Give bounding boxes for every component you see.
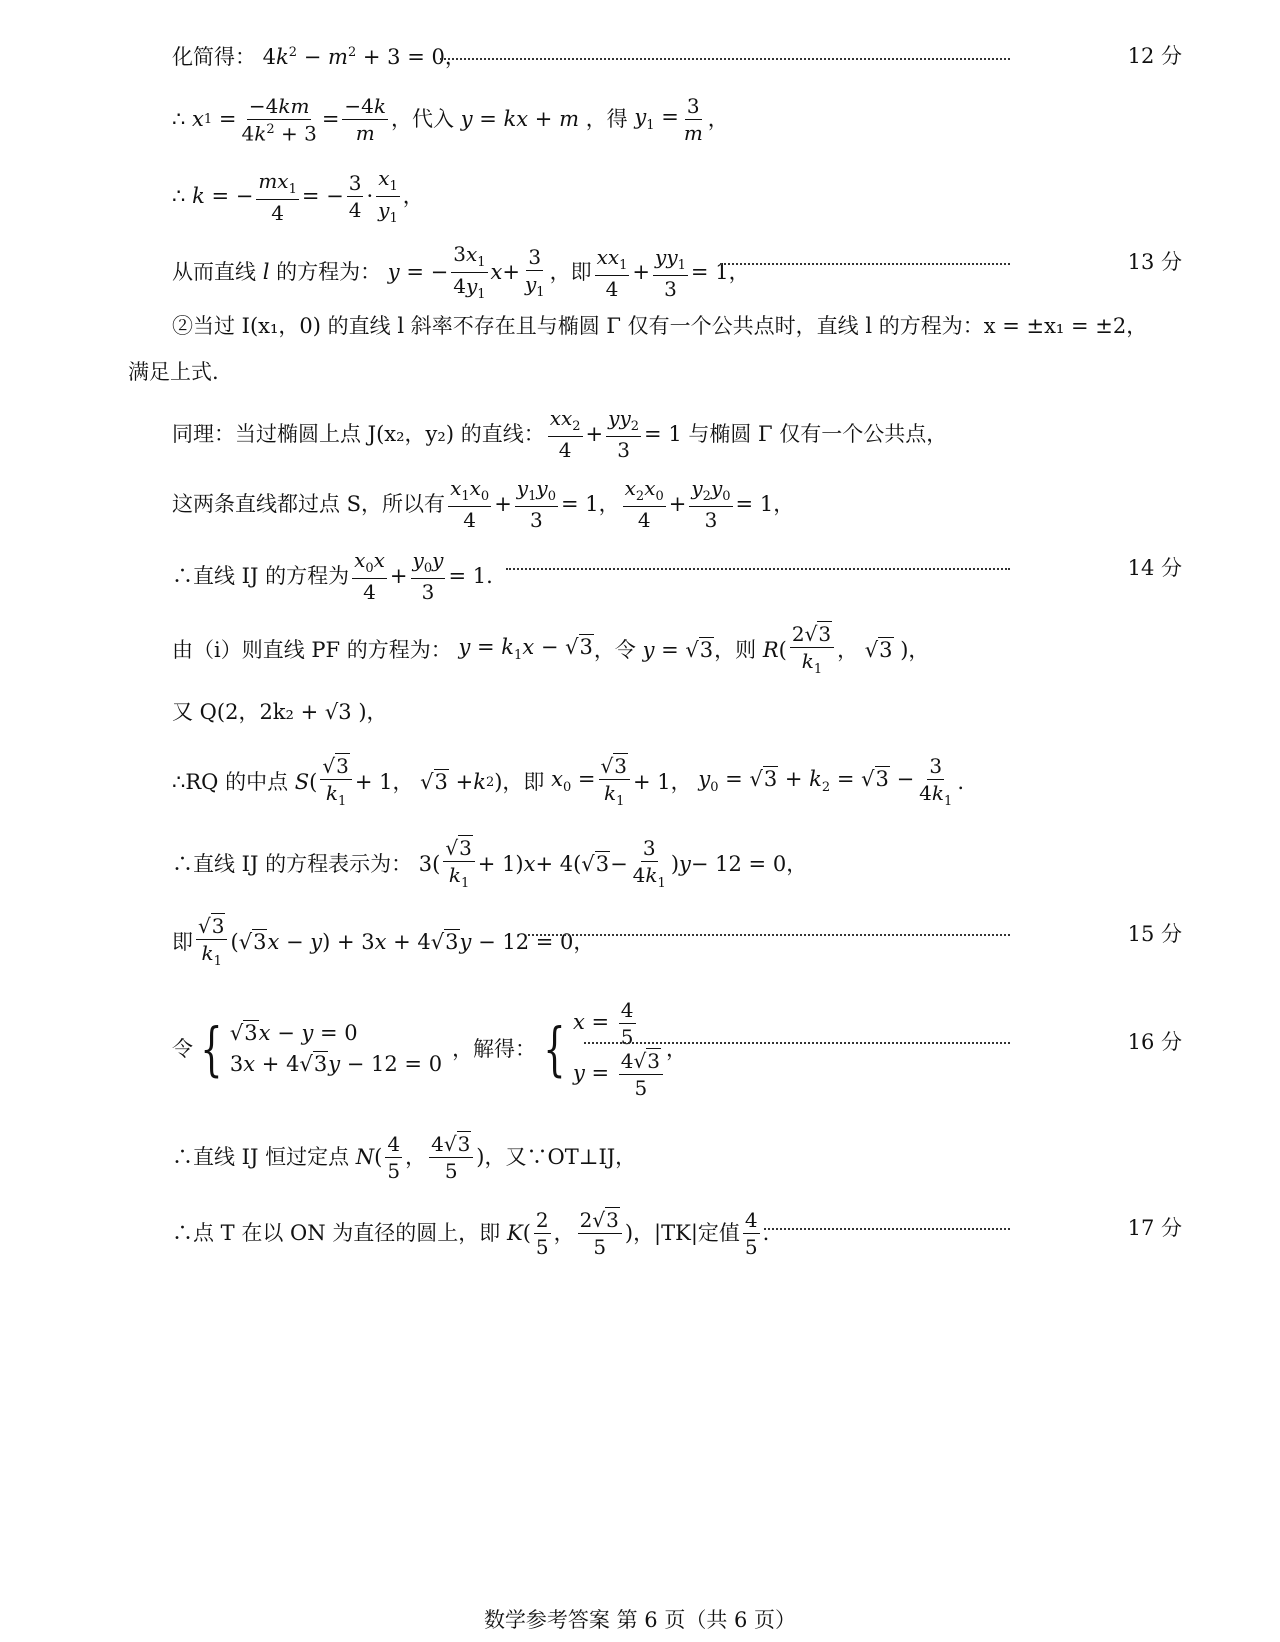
- score: 13 分: [1127, 250, 1182, 274]
- leader-dots: [506, 568, 1010, 570]
- score: 14 分: [1127, 556, 1182, 580]
- leader-dots: [584, 1042, 1010, 1044]
- formula: $4k^2 - m^2 + 3 = 0$: [256, 45, 445, 69]
- page-footer: 数学参考答案 第 6 页（共 6 页）: [483, 1608, 797, 1632]
- score: 17 分: [1127, 1216, 1182, 1240]
- leader-dots: [720, 263, 1010, 265]
- score: 16 分: [1127, 1030, 1182, 1054]
- score: 15 分: [1127, 922, 1182, 946]
- solution-system: x = $\frac{4}{5}$ y = $\frac{4√3}{5}$: [573, 1000, 666, 1098]
- equation-system: √3x − y = 0 3x + 4√3y − 12 = 0: [229, 1021, 443, 1076]
- leader-dots: [764, 1228, 1010, 1230]
- score: 12 分: [1127, 44, 1182, 68]
- leader-dots: [528, 934, 1010, 936]
- leader-dots: [440, 58, 1010, 60]
